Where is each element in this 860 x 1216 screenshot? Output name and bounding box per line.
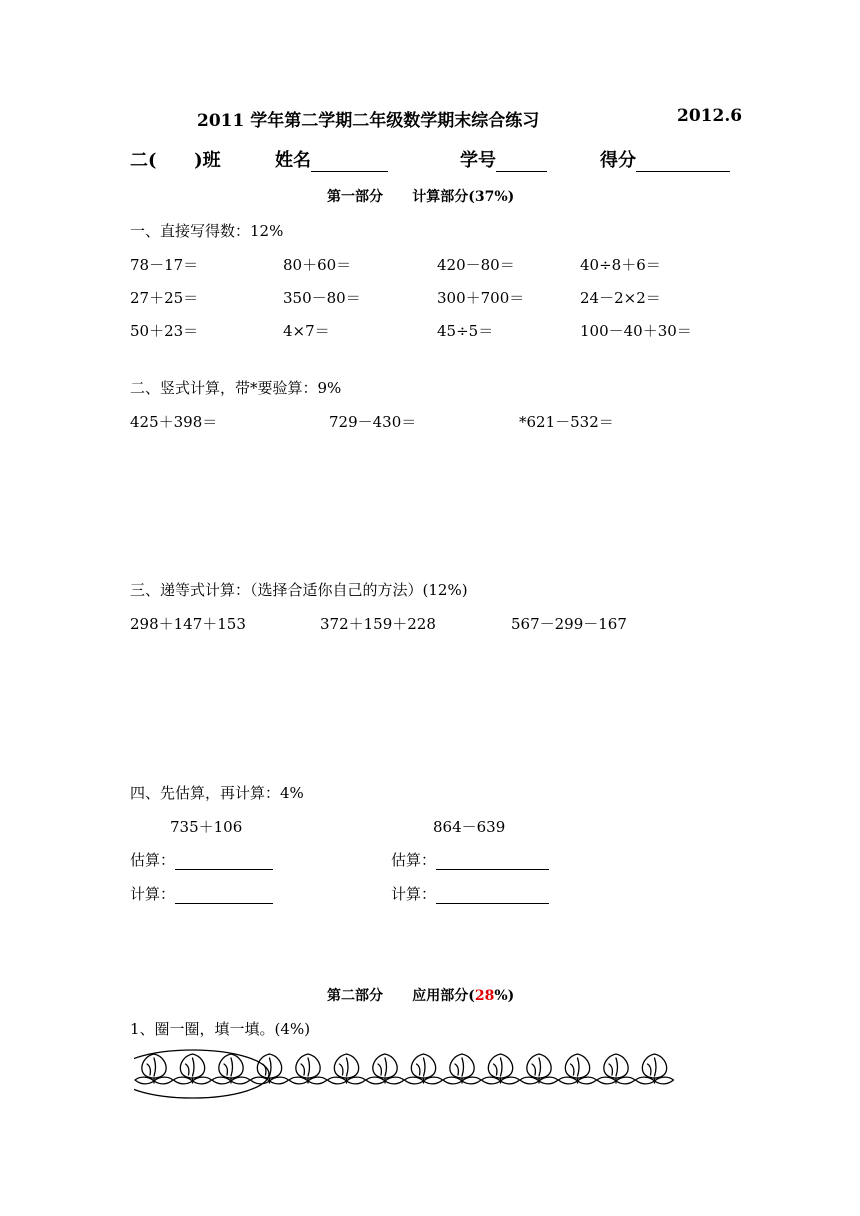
- q2-problem: 425＋398＝: [130, 413, 218, 431]
- q4-heading: 四、先估算，再计算：4%: [130, 784, 304, 802]
- q3-heading: 三、递等式计算：（选择合适你自己的方法）(12%): [130, 581, 468, 599]
- part2-title: [327, 985, 514, 1005]
- peach-icon: [366, 1054, 404, 1084]
- id-label: 学号: [460, 150, 496, 171]
- q3-problem: 372＋159＋228: [320, 615, 436, 633]
- peach-icon: [520, 1054, 558, 1084]
- estimate-blank: [436, 852, 549, 870]
- q1-problem: 27＋25＝: [130, 289, 199, 307]
- fruit-row: [134, 1044, 694, 1102]
- id-blank: [496, 151, 547, 172]
- q1-problem: 300＋700＝: [437, 289, 525, 307]
- q4-compute-right: [391, 883, 549, 904]
- q1-problem: 45÷5＝: [437, 322, 494, 340]
- q1-problem: 50＋23＝: [130, 322, 199, 340]
- q1-problem: 40÷8＋6＝: [580, 256, 661, 274]
- worksheet-date: 2012.6: [677, 106, 743, 126]
- compute-blank: [436, 886, 549, 904]
- part1-title: 第一部分 计算部分(37%): [327, 189, 515, 205]
- worksheet-title: 2011 学年第二学期二年级数学期末综合练习: [197, 111, 540, 131]
- score-blank: [636, 151, 730, 172]
- peach-icon: [289, 1054, 327, 1084]
- peach-icon: [636, 1054, 674, 1084]
- score-label: 得分: [600, 150, 636, 171]
- part2-title-percent: 28: [474, 988, 495, 1004]
- estimate-label: 估算：: [391, 851, 437, 869]
- q2-heading: 二、竖式计算，带*要验算：9%: [130, 379, 342, 397]
- q1-problem: 4×7＝: [283, 322, 330, 340]
- peach-icon: [251, 1054, 289, 1084]
- name-field: [275, 146, 388, 172]
- peach-icon: [597, 1054, 635, 1084]
- estimate-blank: [175, 852, 273, 870]
- q2-problem: *621－532＝: [519, 413, 614, 431]
- q4-compute-left: [130, 883, 273, 904]
- peach-icon: [405, 1054, 443, 1084]
- q3-problem: 298＋147＋153: [130, 615, 246, 633]
- score-field: [600, 146, 730, 172]
- compute-label: 计算：: [130, 885, 176, 903]
- q1-problem: 350－80＝: [283, 289, 361, 307]
- name-label: 姓名: [275, 150, 311, 171]
- class-label: 二( )班: [130, 150, 221, 171]
- estimate-label: 估算：: [130, 851, 176, 869]
- peach-icon: [212, 1054, 250, 1084]
- q1-problem: 78－17＝: [130, 256, 199, 274]
- q1-problem: 100－40＋30＝: [580, 322, 692, 340]
- part2-title-suffix: %): [494, 988, 515, 1004]
- q2-problem: 729－430＝: [329, 413, 417, 431]
- q1-heading: 一、直接写得数：12%: [130, 222, 284, 240]
- id-field: [460, 146, 547, 172]
- q1-problem: 420－80＝: [437, 256, 515, 274]
- peach-icon: [559, 1054, 597, 1084]
- q1-problem: 24－2×2＝: [580, 289, 661, 307]
- q3-problem: 567－299－167: [511, 615, 627, 633]
- compute-label: 计算：: [391, 885, 437, 903]
- peach-icon: [328, 1054, 366, 1084]
- q1-problem: 80＋60＝: [283, 256, 352, 274]
- peach-icon: [443, 1054, 481, 1084]
- compute-blank: [175, 886, 273, 904]
- peach-icon: [174, 1054, 212, 1084]
- name-blank: [311, 151, 388, 172]
- q4-problem: 735＋106: [170, 818, 243, 836]
- app1-heading: 1、圈一圈，填一填。(4%): [130, 1020, 311, 1038]
- peach-icon: [482, 1054, 520, 1084]
- part2-title-prefix: 第二部分 应用部分(: [327, 988, 475, 1004]
- peach-icon: [135, 1054, 173, 1084]
- q4-problem: 864－639: [433, 818, 506, 836]
- q4-estimate-right: [391, 849, 549, 870]
- q4-estimate-left: [130, 849, 273, 870]
